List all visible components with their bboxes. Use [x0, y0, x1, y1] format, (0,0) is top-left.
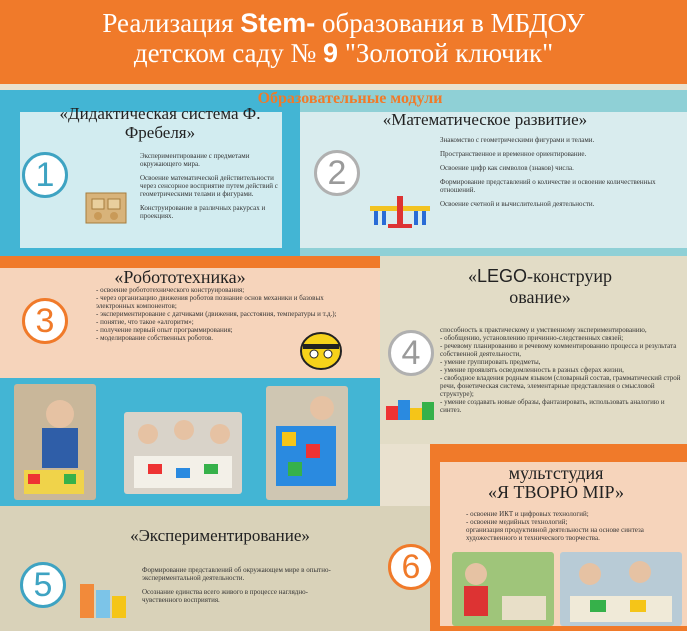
panel-6-number: 6	[388, 544, 434, 590]
panel-3-number: 3	[22, 298, 68, 344]
photo-child-building-lego	[14, 384, 96, 500]
panel-2-number: 2	[314, 150, 360, 196]
panel-6-list: - освоение ИКТ и цифровых технологий; - освоение медийных технологий; организация продуктивной деятельности на основе синтеза художественного и технического творчества.	[466, 510, 644, 542]
experiment-bottles-image	[76, 576, 134, 622]
photo-children-at-table	[124, 412, 242, 494]
panel-5-number: 5	[20, 562, 66, 608]
panel-4-title: «LEGO-конструир ование»	[468, 266, 612, 307]
panel-1-number: 1	[22, 152, 68, 198]
page-title: Реализация Stem- образования в МБДОУ детском саду № 9 "Золотой ключик"	[102, 8, 585, 68]
lego-bricks-image	[384, 390, 438, 424]
wooden-blocks-image	[82, 185, 130, 227]
panel-5-title: «Экспериментирование»	[130, 526, 310, 545]
bee-robot-image	[298, 326, 344, 372]
panel-2-list: Знакомство с геометрическими фигурами и телами. Пространственное и временное ориентирование. Освоение цифр как символов (знаков) числа. Формирование представлений о количестве и освоение количественных отношений. Освоение счетной и вычислительной деятельности.	[440, 136, 656, 208]
panel-5-list: Формирование представлений об окружающем мире в опытно-экспериментальной деятельности. Осознание единства всего живого в процессе наглядно-чувственного восприятия.	[142, 566, 331, 604]
panel-1-title: «Дидактическая система Ф. Фребеля»	[59, 104, 261, 142]
panel-1-list: Экспериментирование с предметами окружающего мира. Освоение математической действительности через сенсорное восприятие путем действий с геометрическими телами и фигурами. Конструирование в различных ракурсах и проекциях.	[140, 152, 278, 220]
photo-lego-construction	[266, 386, 348, 500]
panel-4-list: способность к практическому и умственному экспериментированию, - обобщению, установлению причинно-следственных связей; - речевому планированию и речевому комментированию процесса и результата собственной деятельности, - умение группировать предметы, - умение проявлять осведомленность в разных сферах жизни, - свободное владения родным языком (словарный состав, грамматический строй речи, фонетическая система, элементарные представления о смысловой структуре); - умение создавать новые образы, фантазировать, использовать аналогию и синтез.	[440, 326, 681, 414]
panel-3-list: - освоение робототехнического конструирования; - через организацию движения роботов познание основ механики и базовых электронных компонентов; - экспериментирование с датчиками (движения, расстояния, температуры и т.д.); - понятие, что такое «алгоритм»; - получение первый опыт программирования; - моделирование собственных роботов.	[96, 286, 337, 342]
panel-3-title: «Робототехника»	[114, 267, 246, 287]
modules-heading: Образовательные модули	[257, 90, 443, 107]
panel-2-title: «Математическое развитие»	[382, 110, 588, 129]
panel-4-number: 4	[388, 330, 434, 376]
photo-children-animation-studio	[452, 552, 554, 626]
panel-6-title: мультстудия «Я ТВОРЮ МIР»	[488, 463, 624, 502]
balance-scale-toy-image	[368, 188, 432, 230]
photo-children-working	[560, 552, 682, 626]
